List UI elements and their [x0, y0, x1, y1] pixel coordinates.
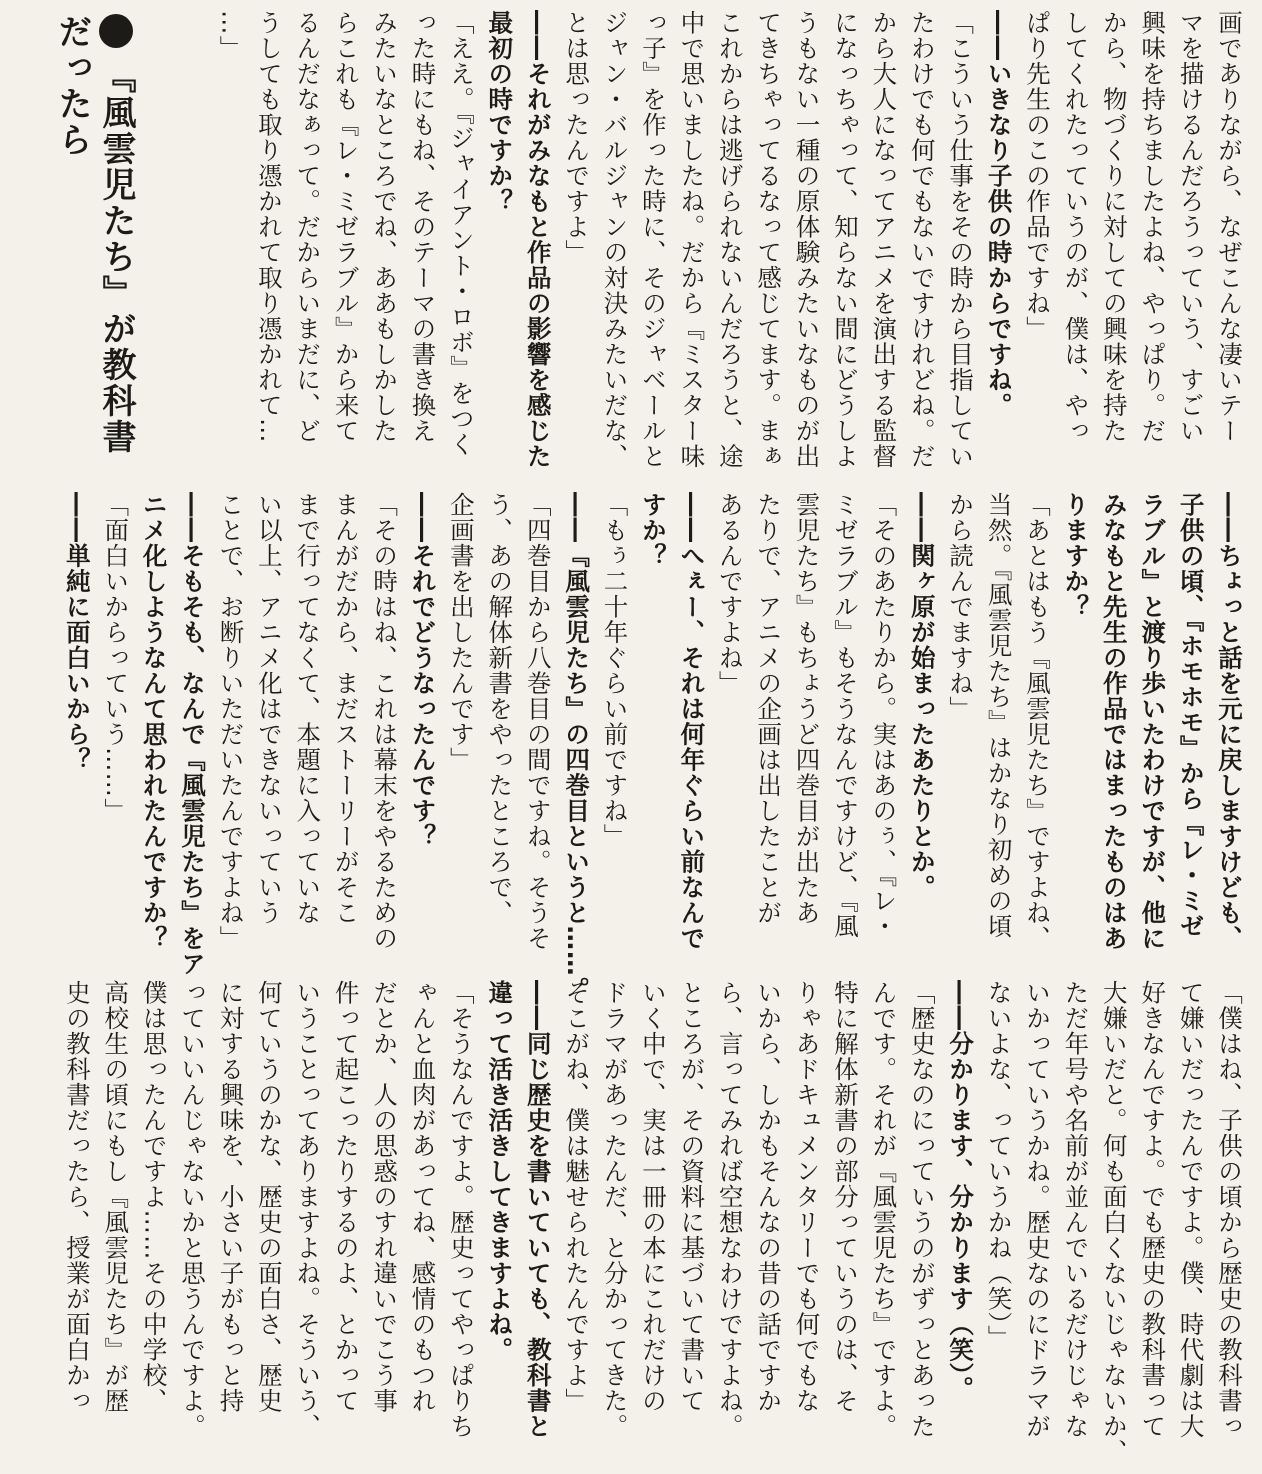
- text-tier-middle: [18, 492, 1248, 1002]
- interviewee-answer: 「四巻目から八巻目の間ですね。そうそ う、あの解体新書をやったところで、 企画書を出したんです」: [446, 492, 553, 951]
- interviewee-answer: 「あとはもう『風雲児たち』ですよね、 当然。『風雲児たち』はかなり初めの頃 から読んでますね」: [946, 492, 1052, 951]
- interviewer-question: ――それがみなもと作品の影響を感じた 最初の時ですか？: [485, 10, 553, 469]
- interviewee-answer: 「そのあたりから。実はあのぅ、『レ・ ミゼラブル』もそうなんですけど、『風 雲児たち』もちょうど四巻目が出たあ たりで、アニメの企画は出したことが あるんですよね」: [715, 492, 899, 939]
- interviewee-answer: 「もぅ二十年ぐらい前ですね」: [600, 492, 630, 849]
- interviewee-answer: 「面白いからっていう……」: [101, 492, 131, 824]
- interviewer-question: ――いきなり子供の時からですね。: [984, 10, 1014, 418]
- interviewee-answer: 「その時はね、これは幕末をやるための まんがだから、まだストーリーがそこ まで行ってなくて、本題に入っていな い以上、アニメ化はできないっていう ことで、お断りいただいたんですよね」: [216, 492, 400, 951]
- interviewee-answer: 「ええ。『ジャイアント・ロボ』をつく った時にもね、そのテーマの書き換え みたいなところでね、ああもしかした らこれも『レ・ミゼラブル』から来て るんだなぁって。だからいまだに、ど うしても取り憑かれて取り憑かれて… …」: [216, 10, 476, 457]
- interviewee-answer: 「こういう仕事をその時から目指してい たわけでも何でもないですけれどね。だ から大人になってアニメを演出する監督 になっちゃって、知らない間にどうしよ うもない一種の原体験みたいなものが出 てきちゃってるなって感じてます。まぁ これからは逃げられないんだろうと、途 中で思いましたね。だから『ミスター味 っ子』を作った時に、そのジャベールと ジャン・バルジャンの対決みたいだな、 とは思ったんですよ」: [562, 10, 976, 469]
- bullet-dot-icon: [99, 14, 133, 48]
- text-tier-bottom: [18, 980, 1248, 1465]
- headline-text: 『風雲児たち』が教科書だったら: [52, 14, 136, 456]
- interviewer-question: ――単純に面白いから？: [62, 492, 92, 773]
- interviewer-question: ――同じ歴史を書いていても、教科書と 違って活き活きしてきますよね。: [485, 980, 553, 1439]
- interviewee-answer: 「僕はね、子供の頃から歴史の教科書っ て嫌いだったんですよ。僕、時代劇は大 好きなんですよ。でも歴史の教科書って 大嫌いだと。何も面白くないじゃないか、 ただ年号や名前が並んでいるだけじゃな いかっていうかね。歴史なのにドラマが ないよな、っていうかね（笑）」: [984, 980, 1244, 1465]
- interviewee-answer: 「そうなんですよ。歴史ってやっぱりち ゃんと血肉があってね、感情のもつれ だとか、人の思惑のすれ違いでこう事 件って起こったりするのよ、とかって いうことってありますよね。そういう、 何ていうのかな、歴史の面白さ、歴史 に対する興味を、小さい子がもっと持 っていいんじゃないかと思うんですよ。 僕は思ったんですよ……その中学校、 高校生の頃にもし『風雲児たち』が歴 史の教科書だったら、授業が面白かっ: [62, 980, 476, 1439]
- interviewer-question: ――そもそも、なんで『風雲児たち』をア ニメ化しようなんて思われたんですか？: [139, 492, 208, 977]
- section-headline: [50, 14, 138, 464]
- interviewer-question: ――分かります、分かります（笑）。: [946, 980, 976, 1402]
- interviewer-question: ――それでどうなったんです？: [408, 492, 438, 849]
- interviewer-question: ――『風雲児たち』の四巻目というと……。: [562, 492, 592, 1002]
- text-tier-top: [216, 10, 1248, 475]
- interviewee-answer: 「歴史なのにっていうのがずっとあった んです。それが『風雲児たち』ですよ。 特に解体新書の部分っていうのは、そ りゃあドキュメンタリーでも何でもな いから、しかもそんなの昔の話ですか ら、言ってみれば空想なわけですよね。 ところが、その資料に基づいて書いて いく中で、実は一冊の本にこれだけの ドラマがあったんだ、と分かってきた。 そこがね、僕は魅せられたんですよ」: [562, 980, 937, 1439]
- interviewer-question: ――ちょっと話を元に戻しますけども、 子供の頃、『ホモホモ』から『レ・ミゼ ラブル』と渡り歩いたわけですが、他に みなもと先生の作品ではまったものはあ りますか？: [1061, 492, 1244, 951]
- interviewer-question: ――へぇー、それは何年ぐらい前なんで すか？: [638, 492, 707, 951]
- interviewer-question: ――関ヶ原が始まったあたりとか。: [907, 492, 937, 900]
- interviewee-answer: 画でありながら、なぜこんな凄いテー マを描けるんだろうっていう、すごい 興味を持ちましたよね、やっぱり。だ から、物づくりに対しての興味を持た してくれたっていうのが、僕は、やっ ぱり先生のこの作品ですね」: [1022, 10, 1244, 444]
